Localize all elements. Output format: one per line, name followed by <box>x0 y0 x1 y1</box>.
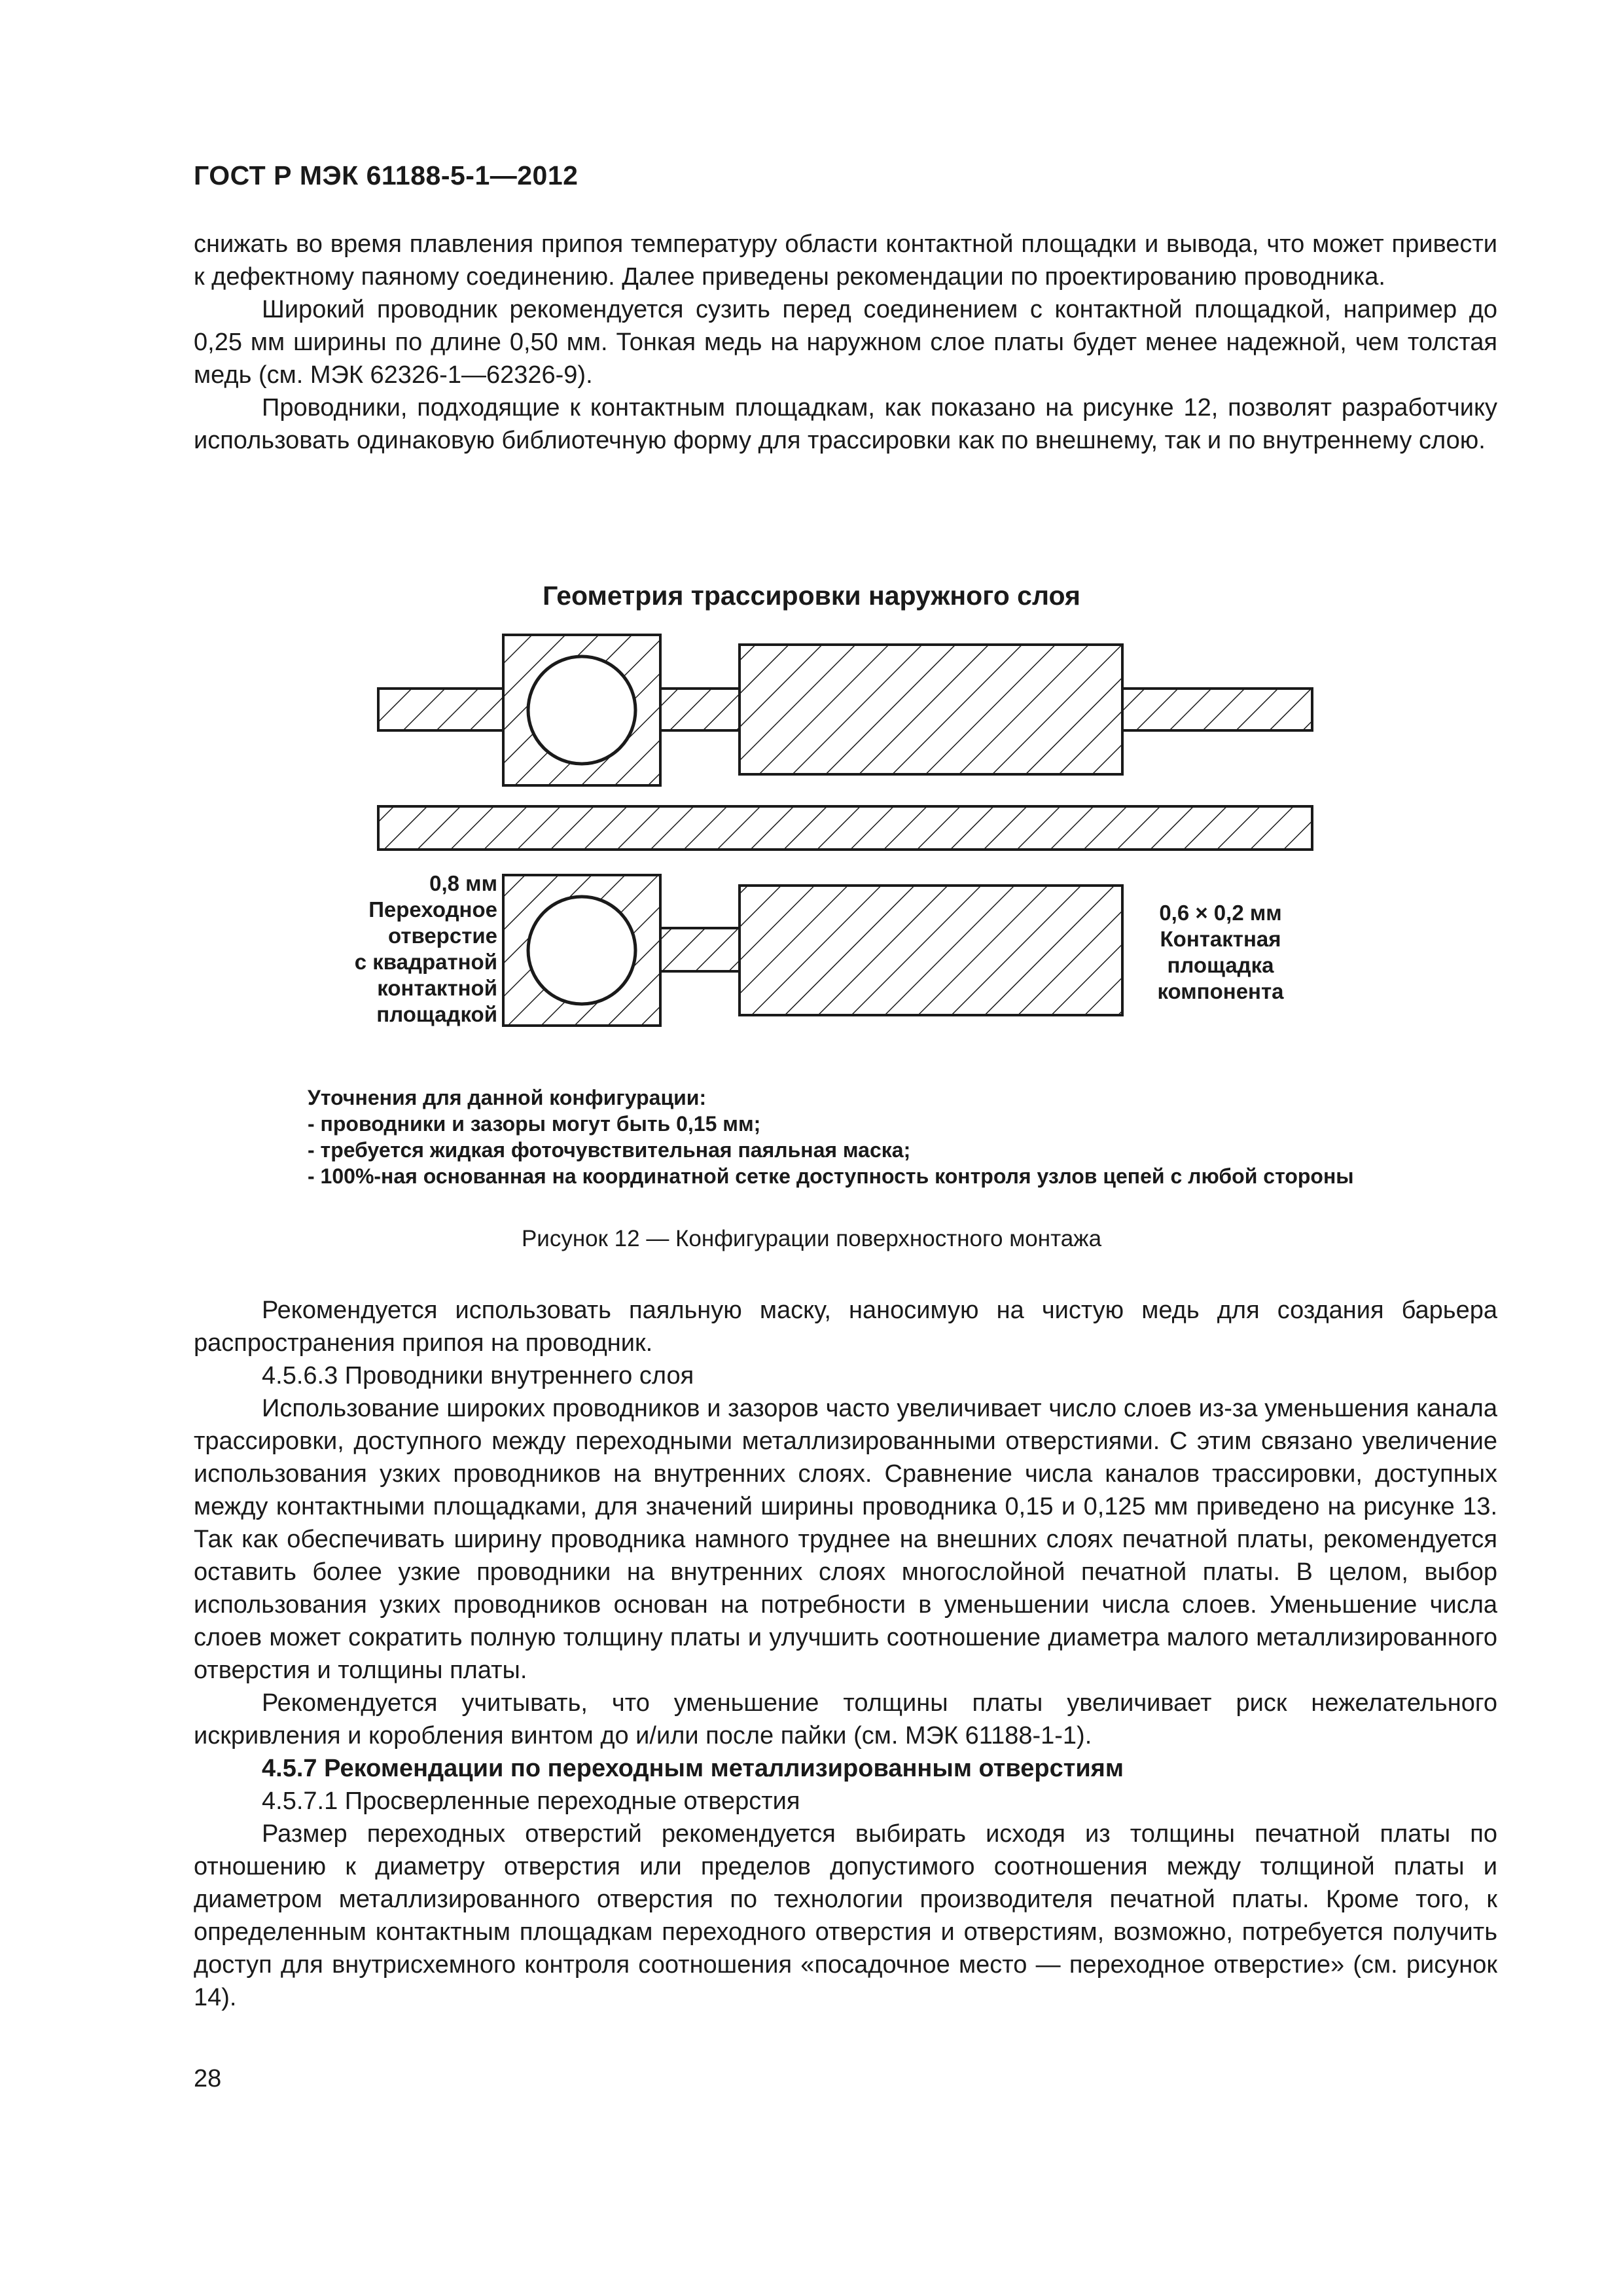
paragraph: Проводники, подходящие к контактным площадкам, как показано на рисунке 12, позволят разработчику использовать одинаковую библиотечную форму для трассировки как по внешнему, так и по внутреннему слою. <box>194 394 1497 454</box>
section-heading-457: 4.5.7 Рекомендации по переходным металлизированным отверстиям <box>262 1755 1124 1782</box>
paragraph: Рекомендуется учитывать, что уменьшение толщины платы увеличивает риск нежелательного искривления и коробления винтом до и/или после пайки (см. МЭК 61188-1-1). <box>194 1689 1497 1749</box>
paragraph: Использование широких проводников и зазоров часто увеличивает число слоев из-за уменьшения канала трассировки, доступного между переходными металлизированными отверстиями. С этим связано увеличение использования узких проводников на внутренних слоях. Сравнение числа каналов трассировки, доступных между контактными площадками, для значений ширины проводника 0,15 и 0,125 мм приведено на рисунке 13. Так как обеспечивать ширину проводника намного труднее на внешних слоях печатной платы, рекомендуется оставить более узкие проводники на внутренних слоях многослойной печатной платы. В целом, выбор использования узких проводников основан на потребности в уменьшении числа слоев. Уменьшение числа слоев может сократить полную толщину платы и улучшить соотношение диаметра малого металлизированного отверстия и толщины платы. <box>194 1395 1497 1684</box>
pad-label-line: 0,6 × 0,2 мм <box>1159 901 1282 925</box>
document-header: ГОСТ Р МЭК 61188-5-1—2012 <box>194 160 579 190</box>
via-label-line: площадкой <box>376 1002 497 1026</box>
via-label-line: отверстие <box>387 924 497 948</box>
pad-label <box>1149 900 1293 1005</box>
via-label-line: контактной <box>377 976 497 1000</box>
paragraph: снижать во время плавления припоя температуру области контактной площадки и вывода, что может привести к дефектному паяному соединению. Далее приведены рекомендации по проектированию проводника. <box>194 230 1497 291</box>
top-row-via-pad <box>503 635 660 785</box>
bottom-row-component-pad <box>740 886 1122 1015</box>
via-label-line: 0,8 мм <box>429 871 497 895</box>
top-row-trace-middle <box>660 689 740 730</box>
via-label-line: Переходное <box>368 897 497 922</box>
note-line: - проводники и зазоры могут быть 0,15 мм; <box>308 1112 761 1136</box>
figure-title: Геометрия трассировки наружного слоя <box>543 581 1080 611</box>
section-heading-4571: 4.5.7.1 Просверленные переходные отверстия <box>262 1787 800 1815</box>
bottom-row-trace <box>660 928 740 971</box>
paragraph: Широкий проводник рекомендуется сузить перед соединением с контактной площадкой, например до 0,25 мм ширины по длине 0,50 мм. Тонкая медь на наружном слое платы будет менее надежной, чем толстая медь (см. МЭК 62326-1—62326-9). <box>194 296 1497 389</box>
note-line: - требуется жидкая фоточувствительная паяльная маска; <box>308 1138 911 1162</box>
via-label <box>301 870 497 1028</box>
note-line: Уточнения для данной конфигурации: <box>308 1086 707 1109</box>
paragraph: Рекомендуется использовать паяльную маску, наносимую на чистую медь для создания барьера распространения припоя на проводник. <box>194 1297 1497 1357</box>
pad-label-line: Контактная <box>1160 927 1281 951</box>
figure-caption: Рисунок 12 — Конфигурации поверхностного монтажа <box>521 1226 1102 1251</box>
middle-conductor <box>378 806 1312 850</box>
pad-label-line: площадка <box>1167 953 1274 977</box>
paragraph: Размер переходных отверстий рекомендуется выбирать исходя из толщины печатной платы по отношению к диаметру отверстия или пределов допустимого соотношения между толщиной платы и диаметром металлизированного отверстия по технологии производителя печатной платы. Кроме того, к определенным контактным площадкам переходного отверстия и отверстиям, возможно, потребуется получить доступ для внутрисхемного контроля соотношения «посадочное место — переходное отверстие» (см. рисунок 14). <box>194 1820 1497 2011</box>
page-number: 28 <box>194 2065 222 2092</box>
via-label-line: с квадратной <box>354 950 497 974</box>
bottom-text-block <box>194 1294 1497 2014</box>
configuration-notes <box>308 1085 1354 1189</box>
pad-label-line: компонента <box>1157 979 1284 1003</box>
section-heading-4563: 4.5.6.3 Проводники внутреннего слоя <box>262 1362 694 1390</box>
top-row-trace-right <box>1122 689 1312 730</box>
note-line: - 100%-ная основанная на координатной сетке доступность контроля узлов цепей с любой стороны <box>308 1164 1354 1188</box>
bottom-row-via-pad <box>503 875 660 1026</box>
top-row-component-pad <box>740 645 1122 774</box>
top-row-trace-left <box>378 689 503 730</box>
